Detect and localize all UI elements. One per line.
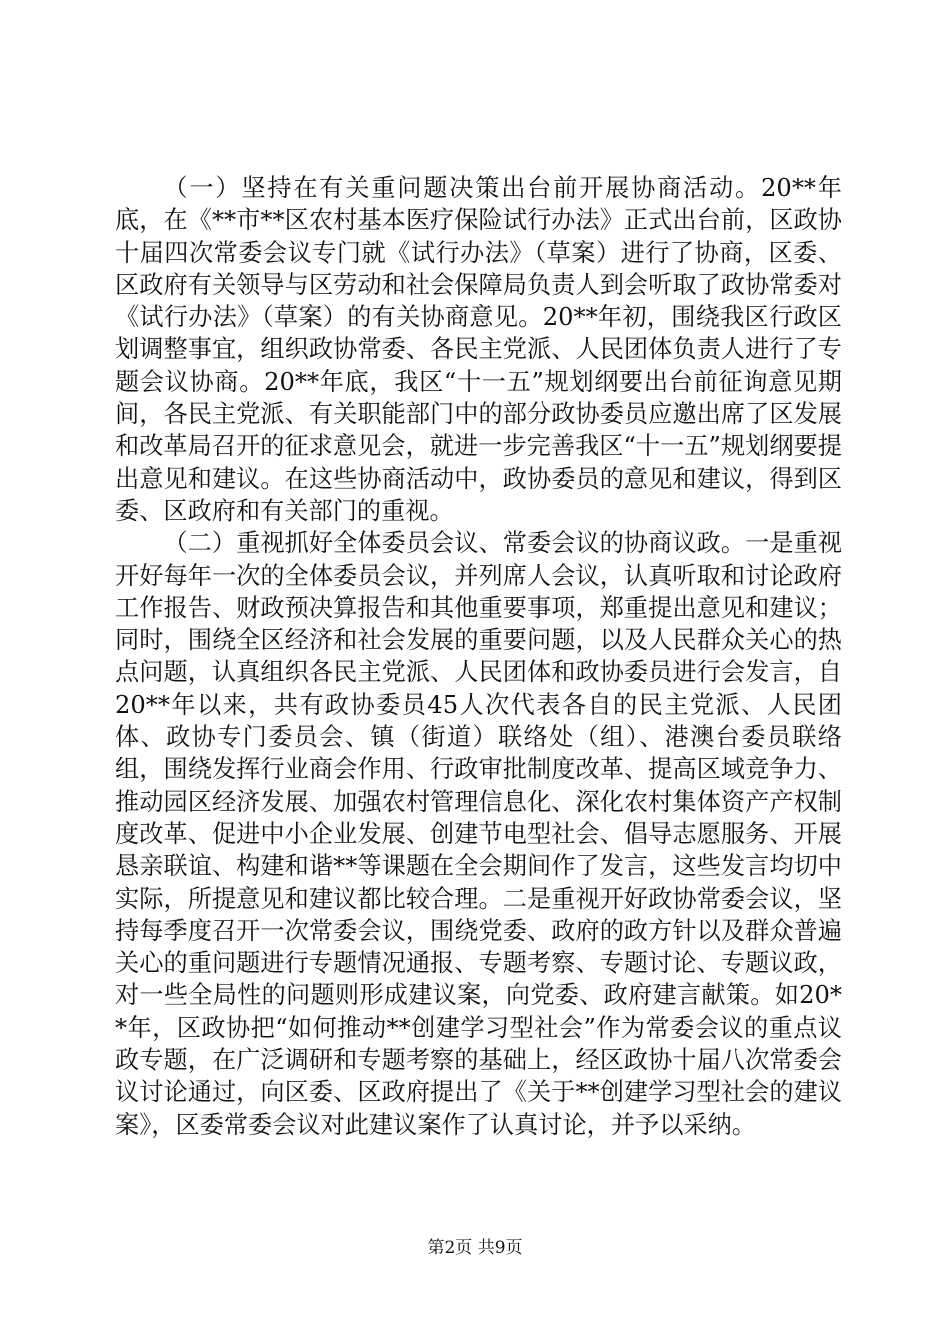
paragraph-2: （二）重视抓好全体委员会议、常委会议的协商议政。一是重视开好每年一次的全体委员会议，并列席人会议，认真听取和讨论政府工作报告、财政预决算报告和其他重要事项，郑重提出意见和建议；同时，围绕全区经济和社会发展的重要问题，以及人民群众关心的热点问题，认真组织各民主党派、人民团体和政协委员进行会发言，自20**年以来，共有政协委员45人次代表各自的民主党派、人民团体、政协专门委员会、镇（街道）联络处（组）、港澳台委员联络组，围绕发挥行业商会作用、行政审批制度改革、提高区域竞争力、推动园区经济发展、加强农村管理信息化、深化农村集体资产产权制度改革、促进中小企业发展、创建节电型社会、倡导志愿服务、开展恳亲联谊、构建和谐**等课题在全会期间作了发言，这些发言均切中实际，所提意见和建议都比较合理。二是重视开好政协常委会议，坚持每季度召开一次常委会议，围绕党委、政府的政方针以及群众普遍关心的重问题进行专题情况通报、专题考察、专题讨论、专题议政，对一些全局性的问题则形成建议案，向党委、政府建言献策。如20**年，区政协把“如何推动**创建学习型社会”作为常委会议的重点议政专题，在广泛调研和专题考察的基础上，经区政协十届八次常委会议讨论通过，向区委、区政府提出了《关于**创建学习型社会的建议案》，区委常委会议对此建议案作了认真讨论，并予以采纳。 <box>115 529 842 1139</box>
page-footer: 第2页 共9页 <box>427 1238 523 1258</box>
paragraph-1: （一）坚持在有关重问题决策出台前开展协商活动。20**年底，在《**市**区农村基本医疗保险试行办法》正式出台前，区政协十届四次常委会议专门就《试行办法》（草案）进行了协商，区委、区政府有关领导与区劳动和社会保障局负责人到会听取了政协常委对《试行办法》（草案）的有关协商意见。20**年初，围绕我区行政区划调整事宜，组织政协常委、各民主党派、人民团体负责人进行了专题会议协商。20**年底，我区“十一五”规划纲要出台前征询意见期间，各民主党派、有关职能部门中的部分政协委员应邀出席了区发展和改革局召开的征求意见会，就进一步完善我区“十一五”规划纲要提出意见和建议。在这些协商活动中，政协委员的意见和建议，得到区委、区政府和有关部门的重视。 <box>115 174 842 525</box>
document-body <box>115 172 842 1141</box>
